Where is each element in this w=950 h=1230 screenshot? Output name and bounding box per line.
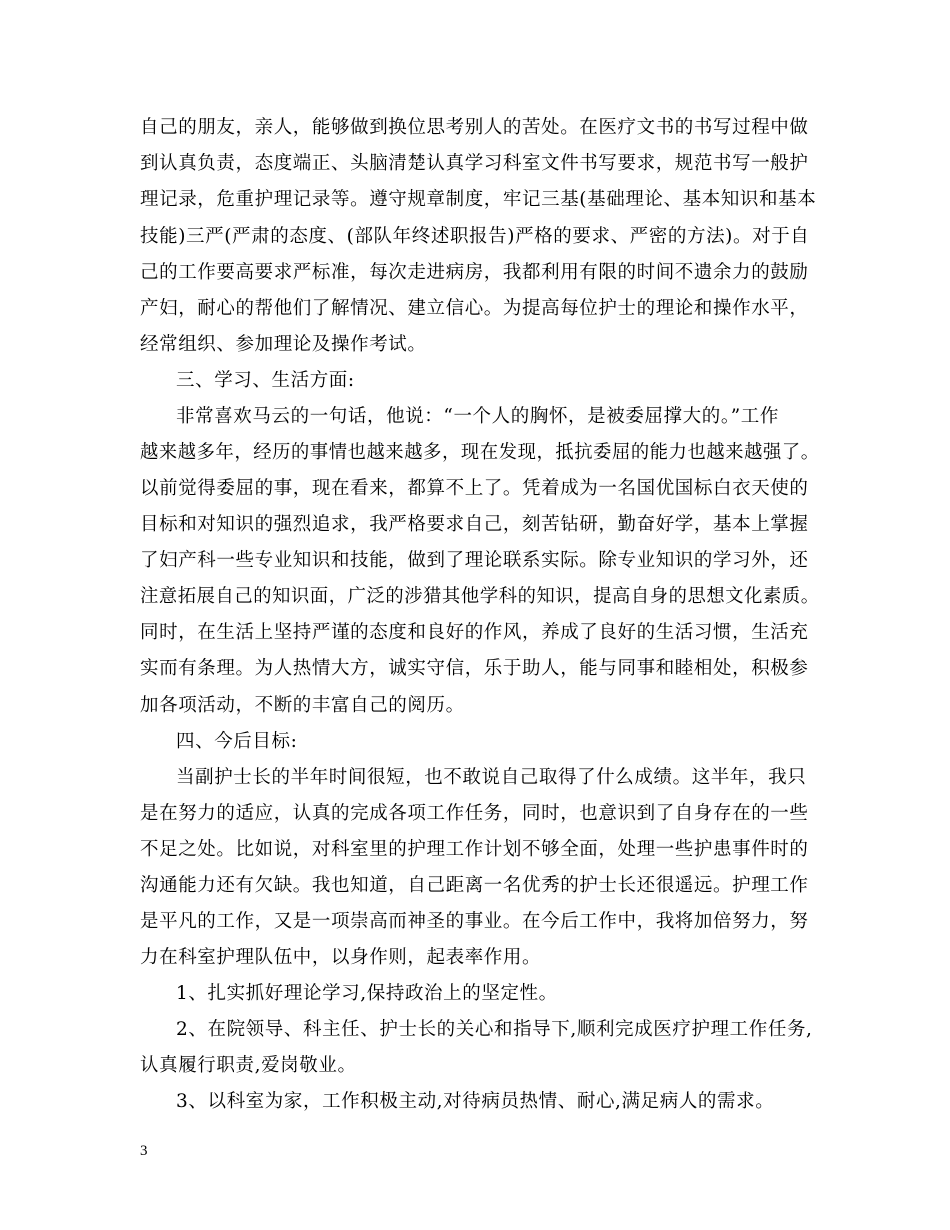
text-line: 理记录，危重护理记录等。遵守规章制度，牢记三基(基础理论、基本知识和基本 (140, 189, 817, 210)
text-line: 沟通能力还有欠缺。我也知道，自己距离一名优秀的护士长还很遥远。护理工作 (140, 875, 809, 896)
text-line: 同时，在生活上坚持严谨的态度和良好的作风，养成了良好的生活习惯，生活充 (140, 622, 809, 643)
text-line: 经常组织、参加理论及操作考试。 (140, 334, 427, 355)
text-line: 非常喜欢马云的一句话，他说：“一个人的胸怀，是被委屈撑大的。”工作 (176, 406, 779, 427)
text-line: 是在努力的适应，认真的完成各项工作任务，同时，也意识到了自身存在的一些 (140, 803, 809, 824)
text-line: 了妇产科一些专业知识和技能，做到了理论联系实际。除专业知识的学习外，还 (140, 550, 809, 571)
list-item: 1、扎实抓好理论学习,保持政治上的坚定性。 (176, 983, 558, 1004)
list-item: 3、以科室为家，工作积极主动,对待病员热情、耐心,满足病人的需求。 (176, 1091, 775, 1112)
text-line: 是平凡的工作，又是一项崇高而神圣的事业。在今后工作中，我将加倍努力，努 (140, 911, 809, 932)
text-line: 己的工作要高要求严标准，每次走进病房，我都利用有限的时间不遗余力的鼓励 (140, 262, 809, 283)
text-line: 不足之处。比如说，对科室里的护理工作计划不够全面，处理一些护患事件时的 (140, 839, 809, 860)
text-line: 实而有条理。为人热情大方，诚实守信，乐于助人，能与同事和睦相处，积极参 (140, 658, 809, 679)
section-heading: 三、学习、生活方面: (176, 370, 355, 391)
text-line: 以前觉得委屈的事，现在看来，都算不上了。凭着成为一名国优国标白衣天使的 (140, 478, 809, 499)
text-line: 加各项活动，不断的丰富自己的阅历。 (140, 695, 465, 716)
text-line: 技能)三严(严肃的态度、(部队年终述职报告)严格的要求、严密的方法)。对于自 (140, 226, 810, 247)
section-heading: 四、今后目标: (176, 731, 298, 752)
text-line: 当副护士长的半年时间很短，也不敢说自己取得了什么成绩。这半年，我只 (176, 767, 807, 788)
text-line: 产妇，耐心的帮他们了解情况、建立信心。为提高每位护士的理论和操作水平， (140, 298, 809, 319)
text-line: 力在科室护理队伍中，以身作则，起表率作用。 (140, 947, 542, 968)
list-item: 2、在院领导、科主任、护士长的关心和指导下,顺利完成医疗护理工作任务, (176, 1019, 813, 1040)
text-line: 到认真负责，态度端正、头脑清楚认真学习科室文件书写要求，规范书写一般护 (140, 153, 809, 174)
text-line: 注意拓展自己的知识面，广泛的涉猎其他学科的知识，提高自身的思想文化素质。 (140, 586, 820, 607)
text-line: 越来越多年，经历的事情也越来越多，现在发现，抵抗委屈的能力也越来越强了。 (140, 442, 820, 463)
text-line: 自己的朋友，亲人，能够做到换位思考别人的苦处。在医疗文书的书写过程中做 (140, 117, 809, 138)
text-line: 认真履行职责,爱岗敬业。 (140, 1055, 357, 1076)
text-line: 目标和对知识的强烈追求，我严格要求自己，刻苦钻研，勤奋好学，基本上掌握 (140, 514, 809, 535)
page-number: 3 (140, 1143, 148, 1159)
